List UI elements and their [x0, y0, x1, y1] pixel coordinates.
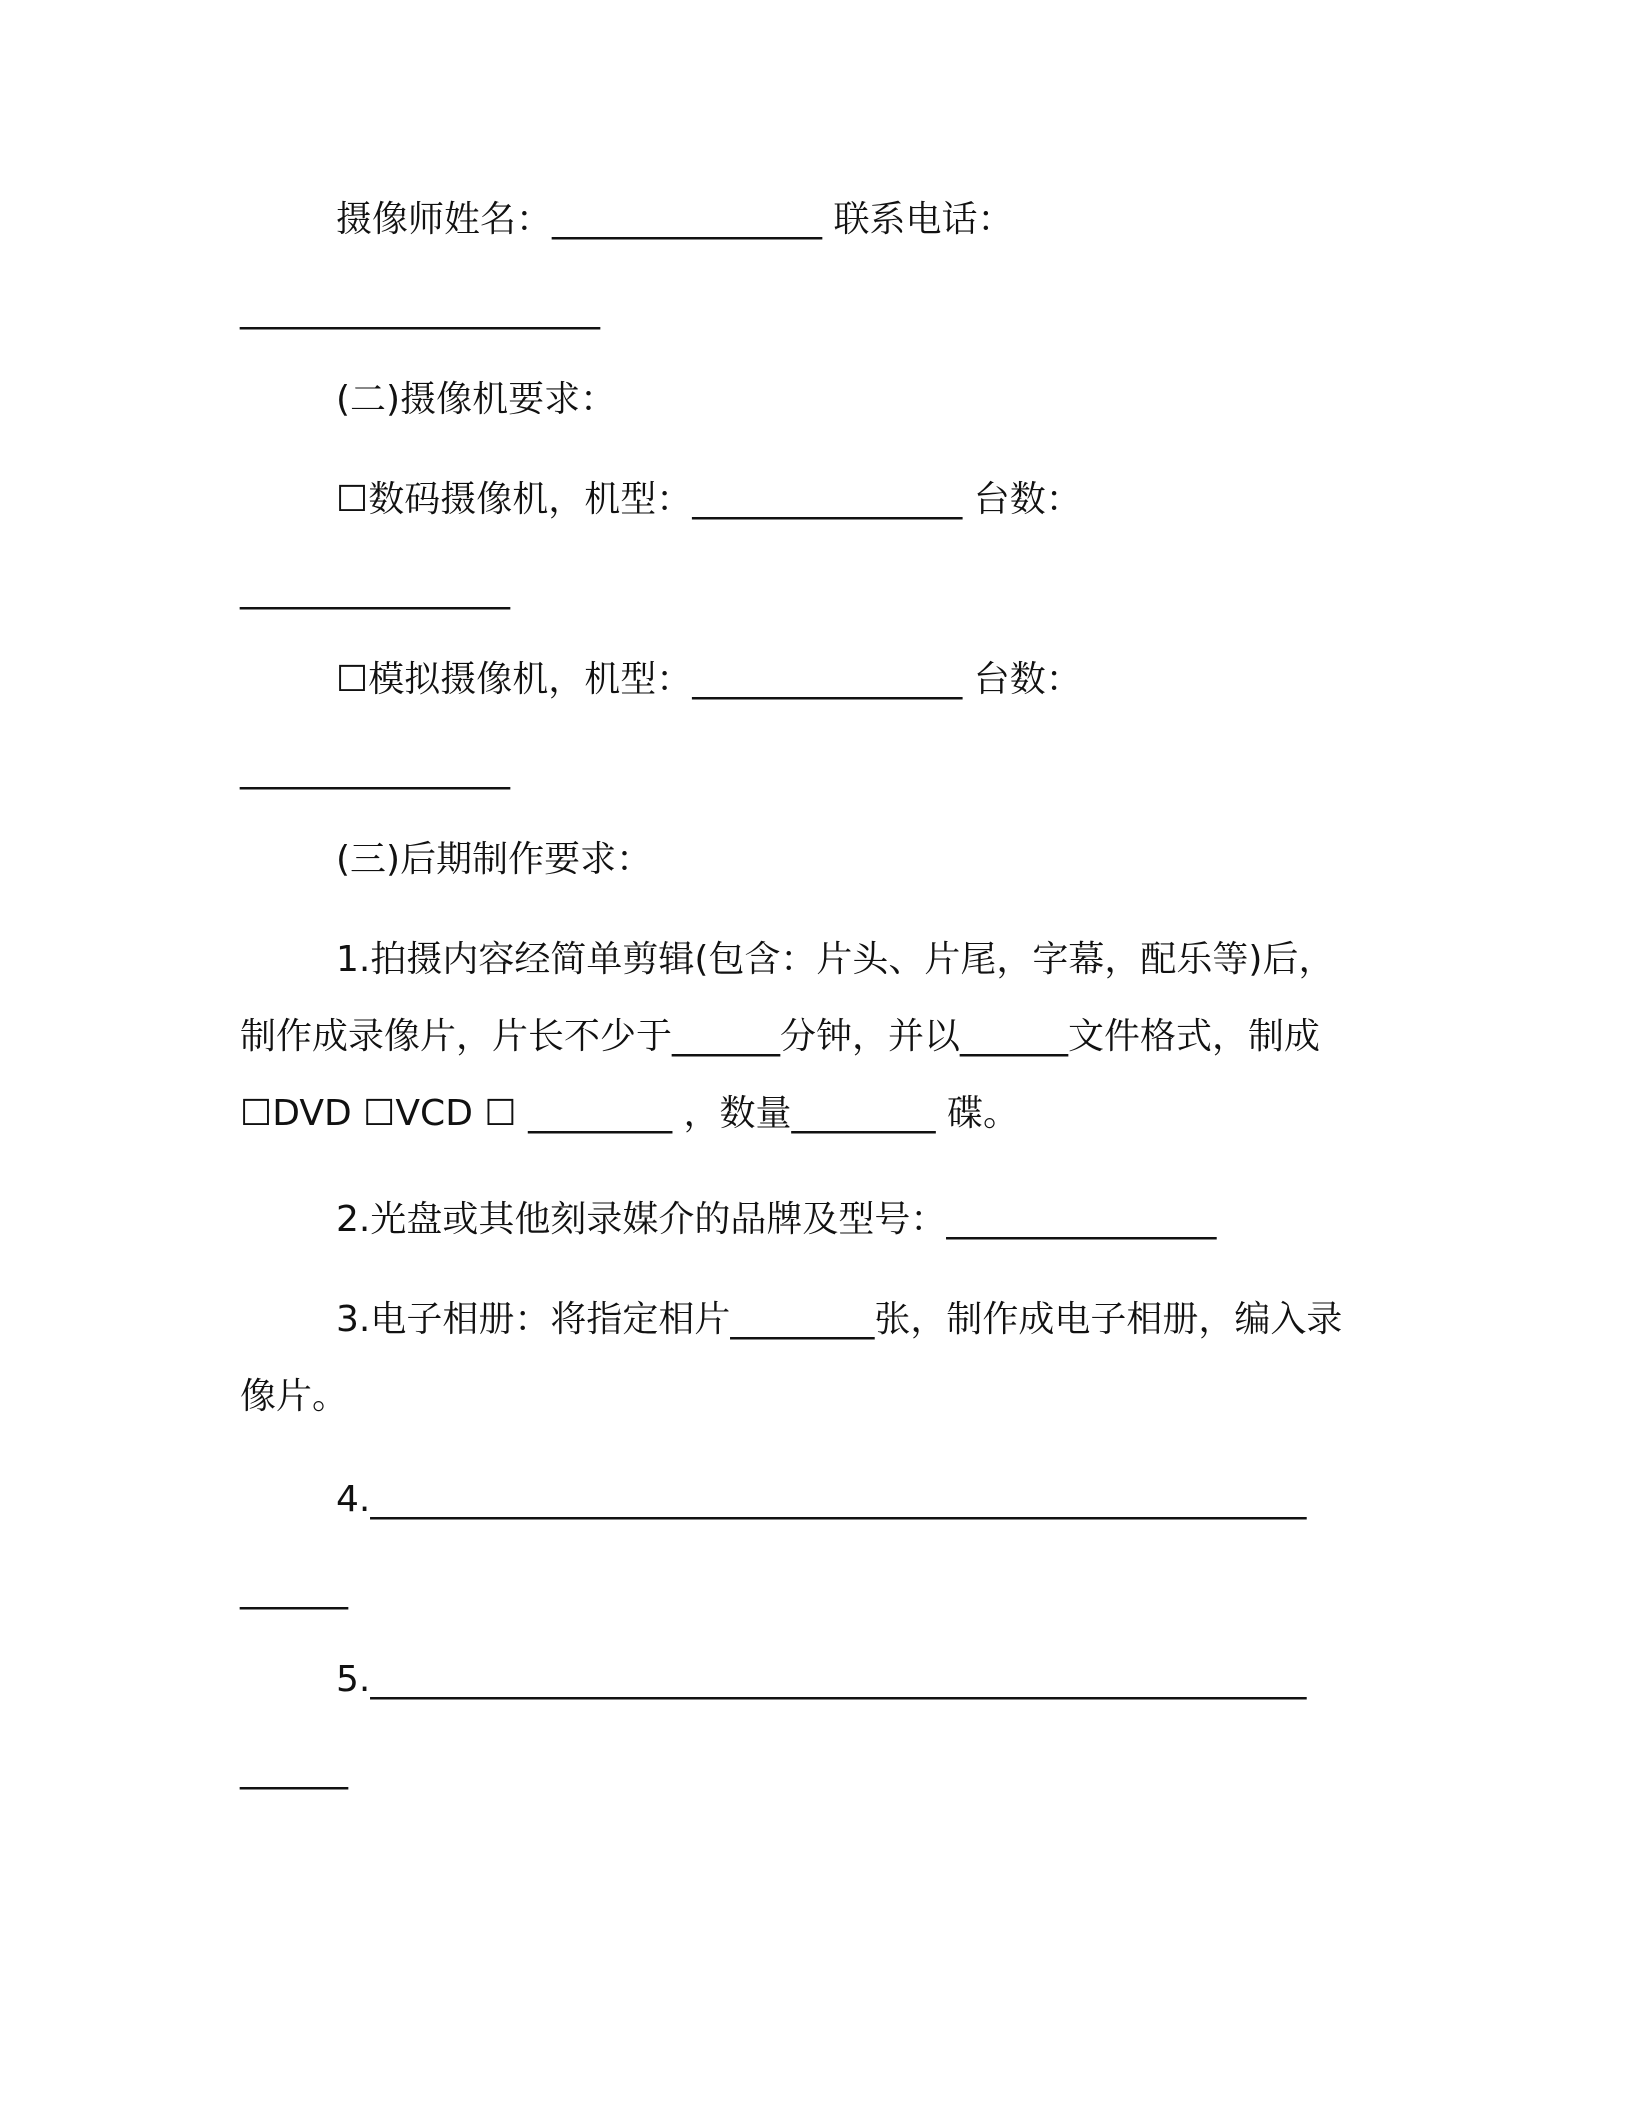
- item-1-line-3: ☐DVD ☐VCD ☐ ________ ，数量________ 碟。: [240, 1093, 1019, 1134]
- item-5-line-1: 5.____________________________________________________: [336, 1659, 1307, 1700]
- analog-camera-count-blank: _______________: [240, 749, 510, 790]
- phone-blank-line: ____________________: [240, 289, 600, 330]
- item-1-line-2: 制作成录像片，片长不少于______分钟，并以______文件格式，制成: [240, 1016, 1321, 1057]
- analog-camera-line: ☐模拟摄像机，机型：_______________ 台数：: [336, 659, 1082, 700]
- item-2-line: 2.光盘或其他刻录媒介的品牌及型号：_______________: [336, 1199, 1217, 1240]
- item-4-line-1: 4.____________________________________________________: [336, 1479, 1307, 1520]
- digital-camera-line: ☐数码摄像机，机型：_______________ 台数：: [336, 479, 1082, 520]
- item-5-line-2: ______: [240, 1749, 348, 1790]
- section-postproduction-heading: (三)后期制作要求：: [336, 839, 653, 880]
- item-3-line-2: 像片。: [240, 1376, 349, 1417]
- item-4-line-2: ______: [240, 1569, 348, 1610]
- item-3-line-1: 3.电子相册：将指定相片________张，制作成电子相册，编入录: [336, 1299, 1343, 1340]
- section-camera-heading: (二)摄像机要求：: [336, 379, 617, 420]
- item-1-line-1: 1.拍摄内容经简单剪辑(包含：片头、片尾，字幕，配乐等)后，: [336, 939, 1335, 980]
- digital-camera-count-blank: _______________: [240, 569, 510, 610]
- photographer-line: 摄像师姓名：_______________ 联系电话：: [336, 199, 1014, 240]
